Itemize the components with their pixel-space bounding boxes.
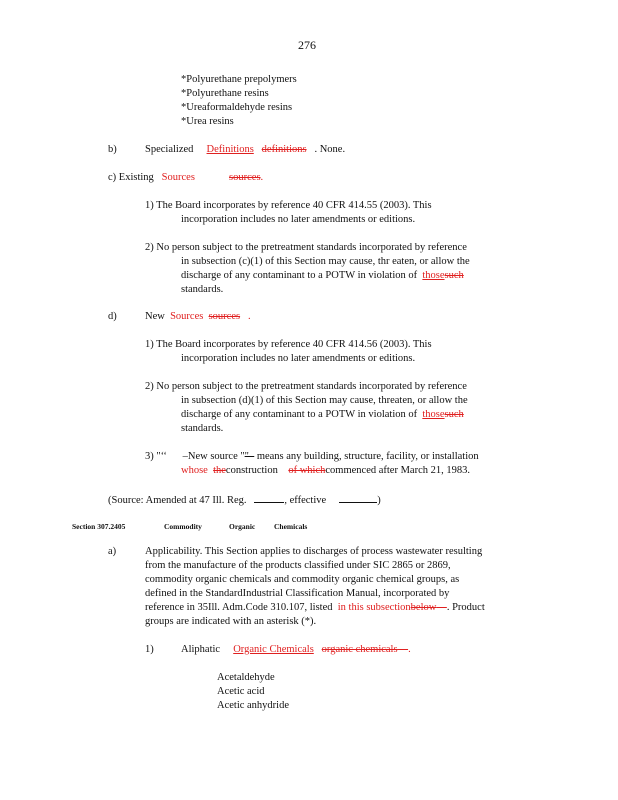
a-line-text: . Product: [446, 602, 485, 613]
c2-line: 2) No person subject to the pretreatment standards incorporated by reference: [145, 242, 467, 253]
inserted-text: whose: [181, 465, 208, 476]
section-number: Section 307.2405: [72, 522, 126, 531]
c2-line: in subsection (c)(1) of this Section may cause, thr eaten, or allow the: [181, 256, 470, 267]
section-title-word: Commodity: [164, 522, 202, 531]
product-item: Acetaldehyde: [217, 672, 275, 683]
d3-line: [181, 464, 470, 478]
inserted-text: in this subsection: [337, 602, 411, 613]
product-item: *Polyurethane resins: [181, 88, 269, 99]
heading-text: Specialized: [145, 144, 194, 155]
a-line: commodity organic chemicals and commodity organic chemical groups, as: [145, 574, 460, 585]
product-item: *Polyurethane prepolymers: [181, 74, 297, 85]
inserted-text: those: [422, 409, 445, 420]
d1-line: 1) The Board incorporates by reference 40 CFR 414.56 (2003). This: [145, 339, 432, 350]
d2-line: 2) No person subject to the pretreatment standards incorporated by reference: [145, 381, 467, 392]
a-line-text: reference in 35Ill. Adm.Code 310.107, listed: [145, 602, 333, 613]
c1-line: incorporation includes no later amendments or editions.: [181, 214, 416, 225]
heading-tail: .: [260, 172, 264, 183]
d2-line: [181, 408, 464, 422]
section-title-word: Organic: [229, 522, 256, 531]
d2-line-text: discharge of any contaminant to a POTW in violation of: [181, 409, 418, 420]
a-line: Applicability. This Section applies to discharges of process wastewater resulting: [145, 546, 483, 557]
c2-line: standards.: [181, 284, 224, 295]
inserted-text: those: [422, 270, 445, 281]
deleted-text: definitions: [261, 144, 307, 155]
blank-line: [339, 492, 377, 503]
deleted-text: below: [410, 602, 437, 613]
heading-tail: .: [247, 311, 251, 322]
d1-line: incorporation includes no later amendments or editions.: [181, 353, 416, 364]
subsection-b-heading: [145, 143, 345, 157]
inserted-text: Sources: [170, 311, 204, 322]
source-text: ): [377, 495, 381, 506]
c2-line-text: discharge of any contaminant to a POTW in violation of: [181, 270, 418, 281]
d3-text: means any building, structure, facility, or installation: [254, 451, 479, 462]
source-note: [108, 492, 381, 508]
d3-text: –New source ": [182, 451, 245, 462]
c1-line: 1) The Board incorporates by reference 40 CFR 414.55 (2003). This: [145, 200, 432, 211]
a-line: defined in the StandardIndustrial Classification Manual, incorporated by: [145, 588, 450, 599]
a-line: from the manufacture of the products classified under SIC 2865 or 2869,: [145, 560, 451, 571]
deleted-text: of which: [288, 465, 326, 476]
subsection-c-label: c) Existing: [108, 172, 154, 183]
source-text: , effective: [284, 495, 327, 506]
heading-tail: . None.: [314, 144, 346, 155]
d3-text: commenced after March 21, 1983.: [325, 465, 470, 476]
blank-line: [254, 492, 284, 503]
subsection-a-label: a): [108, 546, 117, 557]
a1-heading: [181, 643, 411, 657]
deleted-text: "–: [244, 451, 255, 462]
d2-line: standards.: [181, 423, 224, 434]
inserted-text: Definitions: [206, 144, 254, 155]
product-item: Acetic acid: [217, 686, 265, 697]
inserted-text: Organic Chemicals: [233, 644, 314, 655]
a-line: groups are indicated with an asterisk (*).: [145, 616, 317, 627]
subsection-c-heading: [108, 171, 263, 185]
product-item: Acetic anhydride: [217, 700, 290, 711]
inserted-text: Sources: [161, 172, 195, 183]
d2-line: in subsection (d)(1) of this Section may cause, threaten, or allow the: [181, 395, 468, 406]
deleted-text: sources: [229, 172, 261, 183]
product-item: *Urea resins: [181, 116, 234, 127]
deleted-text: such: [444, 270, 464, 281]
a-line: [145, 601, 485, 615]
deleted-text: sources: [208, 311, 241, 322]
heading-tail: .: [408, 644, 411, 655]
deleted-text: such: [444, 409, 464, 420]
source-text: (Source: Amended at 47 Ill. Reg.: [108, 495, 247, 506]
d3-prefix: 3) "‘‘: [145, 451, 167, 462]
d3-text: construction: [225, 465, 278, 476]
a1-label: 1): [145, 644, 154, 655]
page-number: 276: [298, 38, 316, 52]
product-item: *Ureaformaldehyde resins: [181, 102, 293, 113]
subsection-d-label: d): [108, 311, 117, 322]
d3-line: [145, 450, 479, 464]
heading-text: New: [145, 311, 165, 322]
subsection-d-heading: [145, 310, 251, 324]
subsection-b-label: b): [108, 144, 117, 155]
deleted-text: organic chemicals: [321, 644, 398, 655]
heading-text: Aliphatic: [181, 644, 221, 655]
c2-line: [181, 269, 464, 283]
deleted-text: the: [213, 465, 226, 476]
section-title-word: Chemicals: [274, 522, 308, 531]
